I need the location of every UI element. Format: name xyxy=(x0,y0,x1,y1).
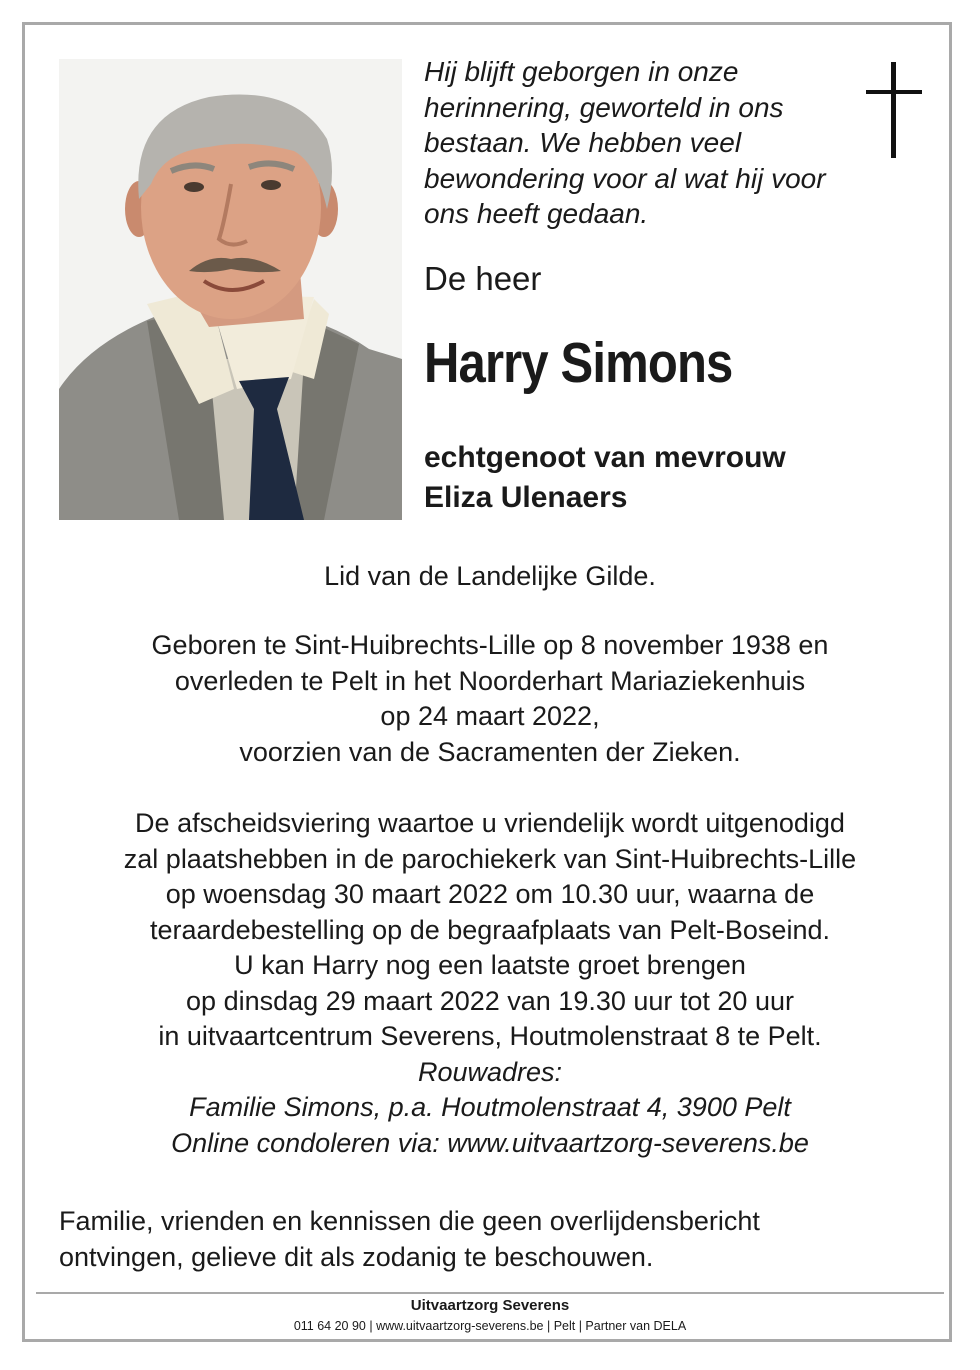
ceremony-line: teraardebestelling op de begraafplaats van Pelt-Boseind. xyxy=(150,914,830,945)
footer-divider xyxy=(36,1292,944,1294)
birth-death-line: op 24 maart 2022, xyxy=(380,701,600,731)
quote-line: Hij blijft geborgen in onze xyxy=(424,56,739,87)
ceremony-line: op woensdag 30 maart 2022 om 10.30 uur, waarna de xyxy=(165,879,815,909)
spouse-name: Eliza Ulenaers xyxy=(424,481,628,514)
birth-death-line: voorzien van de Sacramenten der Zieken. xyxy=(239,736,741,767)
funeral-company-contact: 011 64 20 90 | www.uitvaartzorg-severens.be | Pelt | Partner van DELA xyxy=(293,1319,687,1333)
quote-line: herinnering, geworteld in ons xyxy=(424,91,784,123)
memorial-quote xyxy=(424,54,864,232)
ceremony-line: zal plaatshebben in de parochiekerk van Sint-Huibrechts-Lille xyxy=(123,843,857,874)
birth-death-block xyxy=(40,628,940,770)
quote-line: bestaan. We hebben veel xyxy=(424,127,742,158)
honorific: De heer xyxy=(424,260,542,297)
membership-text: Lid van de Landelijke Gilde. xyxy=(324,561,656,591)
closing-line: Familie, vrienden en kennissen die geen overlijdensbericht xyxy=(59,1206,760,1236)
ceremony-line: De afscheidsviering waartoe u vriendelijk wordt uitgenodigd xyxy=(135,808,845,838)
closing-line: ontvingen, gelieve dit als zodanig te beschouwen. xyxy=(59,1241,654,1272)
spouse-line: echtgenoot van mevrouw xyxy=(424,441,786,474)
membership-block xyxy=(40,559,940,595)
ceremony-line: U kan Harry nog een laatste groet brengen xyxy=(234,950,746,980)
address-line: Familie Simons, p.a. Houtmolenstraat 4, 3900 Pelt xyxy=(189,1092,791,1122)
ceremony-line: op dinsdag 29 maart 2022 van 19.30 uur tot 20 uur xyxy=(186,985,794,1016)
quote-line: ons heeft gedaan. xyxy=(424,198,649,229)
closing-note xyxy=(59,1204,939,1275)
ceremony-block xyxy=(40,806,940,1161)
spouse-info xyxy=(424,438,786,518)
quote-line: bewondering voor al wat hij voor xyxy=(424,162,826,194)
birth-death-line: overleden te Pelt in het Noorderhart Mariaziekenhuis xyxy=(174,665,806,696)
deceased-name: Harry Simons xyxy=(424,331,733,395)
funeral-company-name: Uitvaartzorg Severens xyxy=(410,1297,570,1314)
ceremony-line: in uitvaartcentrum Severens, Houtmolenstraat 8 te Pelt. xyxy=(158,1021,822,1051)
birth-death-line: Geboren te Sint-Huibrechts-Lille op 8 november 1938 en xyxy=(151,630,829,660)
address-label: Rouwadres: xyxy=(417,1056,563,1087)
online-condolence-link: Online condoleren via: www.uitvaartzorg-severens.be xyxy=(171,1127,809,1158)
cross-icon xyxy=(866,62,922,158)
portrait-photo xyxy=(59,59,402,520)
